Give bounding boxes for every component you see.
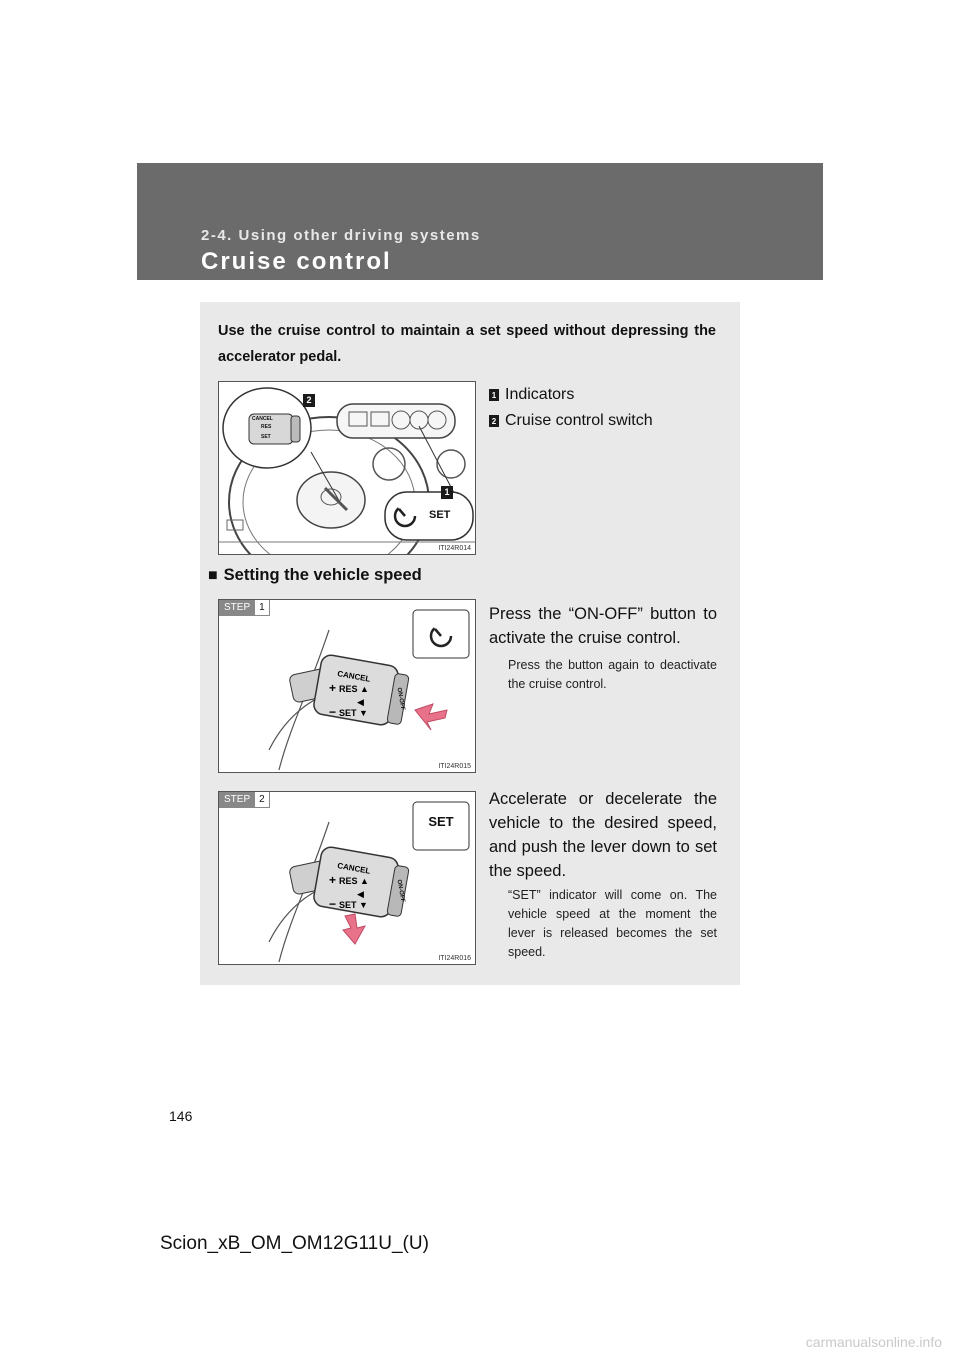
legend-label: Cruise control switch [505, 412, 653, 429]
legend [489, 382, 729, 434]
header-band [137, 163, 823, 280]
inset-switch-set-label: SET [261, 434, 271, 440]
inset-switch-res-label: RES [261, 424, 272, 430]
step-2-text: Accelerate or decelerate the vehicle to the desired speed, and push the lever down to set the speed. [489, 790, 717, 880]
step-1-figure [218, 599, 476, 773]
step-2-figure [218, 791, 476, 965]
subheading-text: Setting the vehicle speed [223, 566, 422, 584]
svg-text:◀: ◀ [357, 889, 364, 899]
figure-code: ITI24R014 [438, 545, 471, 552]
svg-text:◀: ◀ [357, 697, 364, 707]
intro-text: Use the cruise control to maintain a set speed without depressing the accelerator pedal. [218, 323, 716, 365]
footer-document-id: Scion_xB_OM_OM12G11U_(U) [160, 1233, 429, 1254]
step-1-text: Press the “ON-OFF” button to activate the cruise control. [489, 605, 717, 647]
content-panel [200, 302, 740, 985]
on-off-label: ON-OFF [395, 879, 406, 903]
svg-text:RES ▲: RES ▲ [339, 876, 369, 886]
figure-code: ITI24R015 [438, 763, 471, 770]
svg-text:+: + [329, 681, 337, 695]
page-number: 146 [169, 1108, 193, 1124]
section-label: 2-4. Using other driving systems [201, 227, 481, 244]
subheading-marker: ■ [208, 567, 218, 584]
dashboard-illustration [219, 382, 475, 554]
legend-number: 2 [489, 415, 499, 427]
step-tag [219, 600, 270, 616]
svg-text:+: + [329, 873, 337, 887]
step-number: 2 [255, 792, 270, 808]
svg-text:RES ▲: RES ▲ [339, 684, 369, 694]
on-off-label: ON-OFF [395, 687, 406, 711]
svg-text:−: − [329, 897, 337, 911]
step-1-note: Press the button again to deactivate the cruise control. [508, 658, 717, 691]
lever-illustration [219, 600, 475, 772]
svg-text:SET ▼: SET ▼ [339, 900, 368, 910]
figure-code: ITI24R016 [438, 955, 471, 962]
legend-label: Indicators [505, 386, 575, 403]
set-indicator-box: SET [428, 814, 454, 829]
set-indicator-label: SET [429, 509, 451, 521]
svg-text:CANCEL: CANCEL [336, 669, 372, 684]
inset-switch-cancel-label: CANCEL [252, 416, 273, 422]
step-word: STEP [219, 792, 255, 808]
legend-number: 1 [489, 389, 499, 401]
svg-text:SET ▼: SET ▼ [339, 708, 368, 718]
callout-1: 1 [441, 486, 453, 499]
svg-text:CANCEL: CANCEL [336, 861, 372, 876]
legend-item [489, 382, 729, 408]
step-number: 1 [255, 600, 270, 616]
legend-item [489, 408, 729, 434]
overview-figure [218, 381, 476, 555]
callout-2: 2 [303, 394, 315, 407]
page-title: Cruise control [201, 248, 392, 275]
subheading [208, 566, 422, 585]
svg-text:−: − [329, 705, 337, 719]
watermark: carmanualsonline.info [805, 1334, 942, 1350]
step-2-note: “SET” indicator will come on. The vehicle speed at the moment the lever is released becomes the set speed. [508, 888, 717, 959]
step-word: STEP [219, 600, 255, 616]
step-tag [219, 792, 270, 808]
